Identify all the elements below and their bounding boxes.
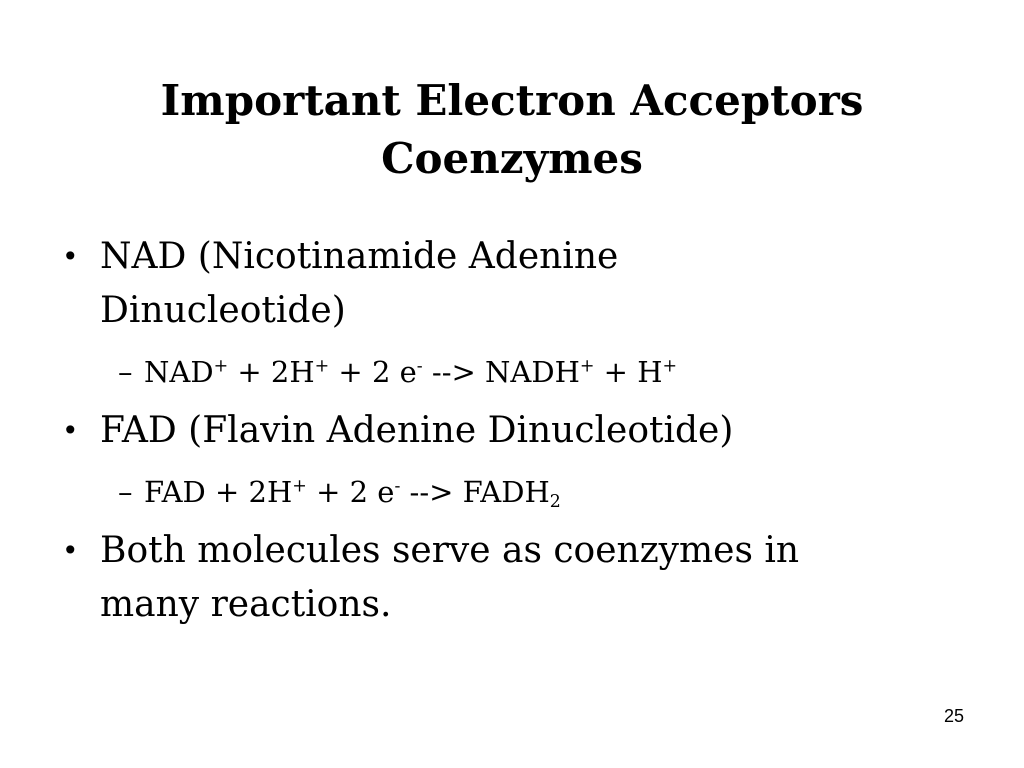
eq-sup: - (394, 476, 401, 497)
eq-text: FAD + 2H (144, 475, 293, 509)
sub-bullet-dash: – (118, 355, 133, 389)
page-number: 25 (943, 706, 964, 726)
eq-text: NAD (144, 355, 214, 389)
bullet-fad-text: FAD (Flavin Adenine Dinucleotide) (100, 410, 734, 451)
eq-sup: + (662, 356, 678, 377)
eq-sup: + (579, 356, 595, 377)
eq-text: --> NADH (422, 355, 580, 389)
bullet-both-line-1: Both molecules serve as coenzymes in (100, 530, 800, 571)
sub-bullet-nad-equation (62, 352, 942, 392)
bullet-nad-line-2: Dinucleotide) (100, 290, 346, 331)
eq-sup: - (416, 356, 423, 377)
title-line-1: Important Electron Acceptors (160, 76, 864, 125)
eq-text: + 2H (228, 355, 315, 389)
bullet-dot: • (62, 240, 79, 273)
bullet-dot: • (62, 414, 79, 447)
bullet-dot: • (62, 534, 79, 567)
bullet-both-molecules (62, 524, 942, 632)
eq-text: + H (594, 355, 663, 389)
bullet-fad (62, 404, 942, 458)
slide-body (62, 230, 942, 632)
eq-sub: 2 (549, 492, 561, 513)
sub-bullet-fad-equation (62, 472, 942, 512)
eq-text: + 2 e (306, 475, 395, 509)
bullet-both-line-2: many reactions. (100, 584, 392, 625)
eq-sup: + (213, 356, 229, 377)
bullet-nad-line-1: NAD (Nicotinamide Adenine (100, 236, 619, 277)
sub-bullet-dash: – (118, 475, 133, 509)
eq-sup: + (314, 356, 330, 377)
slide-title (60, 72, 964, 188)
title-line-2: Coenzymes (381, 134, 643, 183)
bullet-nad (62, 230, 942, 338)
eq-text: --> FADH (400, 475, 550, 509)
eq-sup: + (292, 476, 307, 497)
eq-text: + 2 e (329, 355, 417, 389)
